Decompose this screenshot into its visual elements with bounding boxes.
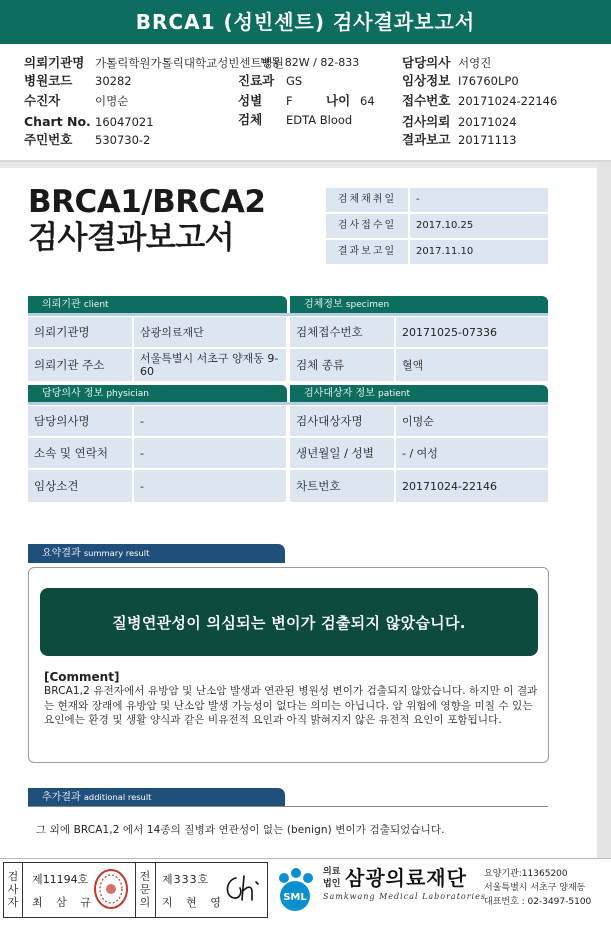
chart-no-label: 차트번호 [290, 470, 394, 502]
client-address-label: 의뢰기관 주소 [28, 349, 132, 381]
physician-name-value: - [134, 406, 286, 436]
label-patient: 수진자 [24, 93, 61, 108]
date-collected-label: 검체채취일 [326, 188, 408, 212]
birth-sex-value: - / 여성 [396, 438, 548, 468]
specimen-no-value: 20171025-07336 [396, 317, 548, 347]
examiner-license: 제11194호 [32, 873, 89, 886]
examiner-label: 검사자 [7, 870, 19, 909]
specimen-section-tab [290, 296, 548, 313]
additional-tab-label-en: additional result [83, 792, 152, 802]
specimen-type-value: 혈액 [396, 349, 548, 381]
org-name: 삼광의료재단 [345, 866, 467, 890]
value-department: GS [286, 74, 303, 88]
physician-name-label: 담당의사명 [28, 406, 132, 436]
label-department: 진료과 [238, 73, 275, 88]
patient-name-value: 이명순 [396, 406, 548, 436]
value-request-date: 20171024 [458, 115, 517, 129]
value-accession: 20171024-22146 [458, 94, 558, 108]
report-heading [28, 184, 265, 256]
label-clinical-info: 임상정보 [402, 73, 451, 88]
value-specimen: EDTA Blood [286, 113, 353, 127]
section-divider [28, 313, 548, 316]
birth-sex-label: 생년월일 / 성별 [290, 438, 394, 468]
summary-tab-label-en: summary result [83, 548, 150, 558]
value-resident-no: 530730-2 [95, 133, 151, 147]
org-name-en: Samkwang Medical Laboratories [323, 892, 486, 901]
value-hospital-code: 30282 [95, 74, 132, 88]
divider [135, 862, 136, 918]
divider [22, 862, 23, 918]
label-doctor: 담당의사 [402, 55, 451, 70]
date-collected-value: - [410, 188, 548, 212]
physician-tab-label: 담당의사 정보 [42, 388, 104, 399]
comment-text: BRCA1,2 유전자에서 유방암 및 난소암 발생과 연관된 병원성 변이가 검출되지 않았습니다. 하지만 이 결과는 현재와 장래에 유방암 및 난소암 발생 가능성이 없다는 의미는 아닙니다. 암 위험에 영향을 미칠 수 있는 요인에는 환경 및 생활 양식과 같은 비유전적 요인과 아직 밝혀지지 않은 유전적 요인이 포함됩니다. [44, 685, 538, 726]
org-phone: 대표번호 : 02-3497-5100 [484, 897, 592, 907]
org-address: 서울특별시 서초구 양재동 [484, 883, 586, 893]
comment-heading: [Comment] [44, 670, 120, 684]
label-accession: 접수번호 [402, 93, 451, 108]
sml-logo-text: SML [283, 892, 307, 903]
additional-result-text: 그 외에 BRCA1,2 에서 14종의 질병과 연관성이 없는 (benign) 변이가 검출되었습니다. [36, 824, 445, 836]
value-client-name: 가톨릭학원가톨릭대학교성빈센트병원 [95, 56, 284, 70]
affiliation-label: 소속 및 연락처 [28, 438, 132, 468]
date-reported-value: 2017.11.10 [410, 240, 548, 264]
label-report-date: 결과보고 [402, 132, 451, 147]
org-type: 의료법인 [323, 867, 341, 889]
value-sex: F [286, 94, 293, 108]
client-section-tab [28, 296, 287, 313]
specimen-tab-label: 검체정보 [304, 299, 343, 310]
header-info [0, 44, 611, 162]
client-name-value: 삼광의료재단 [134, 317, 286, 347]
date-reported-row [326, 240, 474, 264]
specialist-license: 제333호 [162, 873, 210, 886]
report-title: BRCA1 (성빈센트) 검사결과보고서 [135, 10, 476, 34]
label-resident-no: 주민번호 [24, 132, 73, 147]
client-tab-label-en: client [83, 300, 109, 310]
additional-tab-label: 추가결과 [42, 792, 81, 803]
date-collected-row [326, 188, 420, 212]
value-clinical-info: I76760LP0 [458, 74, 519, 88]
client-address-value: 서울특별시 서초구 양재동 9-60 [134, 349, 286, 381]
report-title-bar [0, 0, 611, 44]
client-name-label: 의뢰기관명 [28, 317, 132, 347]
label-hospital-code: 병원코드 [24, 73, 73, 88]
affiliation-value: - [134, 438, 286, 468]
specialist-name: 지 현 영 [162, 896, 226, 909]
report-heading-line1: BRCA1/BRCA2 [28, 184, 266, 220]
report-heading-line2: 검사결과보고서 [28, 220, 235, 256]
label-specimen: 검체 [238, 112, 263, 127]
examiner-seal-icon [93, 868, 129, 910]
value-ward: 병동 82W / 82-833 [260, 56, 360, 69]
physician-section-tab [28, 385, 287, 402]
specimen-no-label: 검체접수번호 [290, 317, 394, 347]
label-sex: 성별 [238, 93, 263, 108]
summary-section-tab [28, 544, 285, 563]
date-received-row [326, 214, 474, 238]
physician-tab-label-en: physician [106, 389, 149, 399]
specimen-type-label: 검체 종류 [290, 349, 394, 381]
date-received-value: 2017.10.25 [410, 214, 548, 238]
specialist-label: 전문의 [139, 870, 151, 909]
summary-result-text: 질병연관성이 의심되는 변이가 검출되지 않았습니다. [112, 613, 466, 632]
clinical-findings-value: - [134, 470, 286, 502]
additional-section-tab [28, 788, 285, 806]
date-reported-label: 결과보고일 [326, 240, 408, 264]
patient-tab-label: 검사대상자 정보 [304, 388, 375, 399]
section-divider [28, 402, 548, 405]
specimen-tab-label-en: specimen [345, 300, 390, 310]
label-client-name: 의뢰기관명 [24, 55, 85, 70]
clinical-findings-label: 임상소견 [28, 470, 132, 502]
date-received-label: 검사접수일 [326, 214, 408, 238]
label-chart-no: Chart No. [24, 114, 91, 129]
value-age: 64 [360, 94, 375, 108]
specialist-signature-icon [222, 872, 262, 906]
additional-divider [28, 806, 548, 807]
summary-result [40, 588, 538, 656]
page-edge [597, 162, 611, 862]
patient-section-tab [290, 385, 548, 402]
sml-logo-icon [270, 864, 320, 914]
label-age: 나이 [326, 93, 351, 108]
summary-tab-label: 요약결과 [42, 548, 81, 559]
value-chart-no: 16047021 [95, 115, 154, 129]
client-tab-label: 의뢰기관 [42, 299, 81, 310]
label-request-date: 검사의뢰 [402, 114, 451, 129]
org-license: 요양기관:11365200 [484, 869, 568, 879]
patient-name-label: 검사대상자명 [290, 406, 394, 436]
patient-tab-label-en: patient [378, 389, 411, 399]
value-report-date: 20171113 [458, 133, 517, 147]
chart-no-value: 20171024-22146 [396, 470, 548, 502]
divider [155, 862, 156, 918]
examiner-name: 최 삼 규 [32, 896, 96, 909]
value-doctor: 서영진 [458, 56, 492, 70]
value-patient: 이명순 [95, 94, 129, 108]
